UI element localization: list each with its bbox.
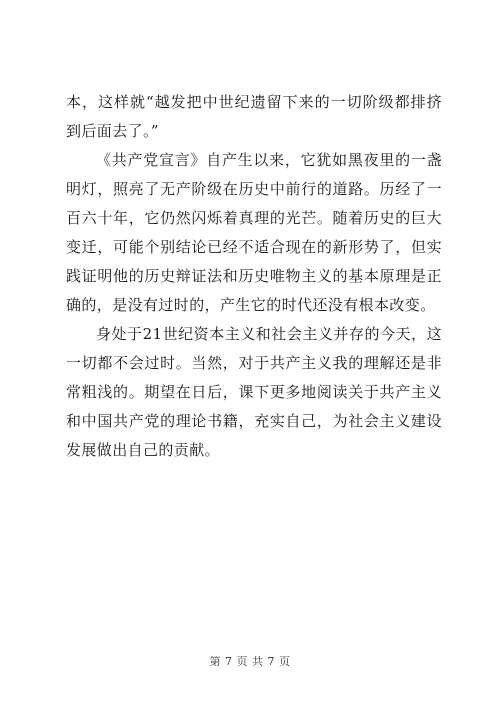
paragraph-continuation: 本，这样就“越发把中世纪遗留下来的一切阶级都排挤到后面去了。”: [66, 93, 442, 140]
paragraph-manifesto: 《共产党宣言》自产生以来，它犹如黑夜里的一盏明灯，照亮了无产阶级在历史中前行的道路。历经了一百六十年，它仍然闪烁着真理的光芒。随着历史的巨大变迁，可能个别结论已经不适合现在的新形势了，但实践证明他的历史辩证法和历史唯物主义的基本原理是正确的，是没有过时的，产生它的时代还没有根本改变。: [66, 151, 442, 314]
paragraph-conclusion: 身处于21世纪资本主义和社会主义并存的今天，这一切都不会过时。当然，对于共产主义我的理解还是非常粗浅的。期望在日后，课下更多地阅读关于共产主义和中国共产党的理论书籍，充实自己，为社会主义建设发展做出自己的贡献。: [66, 325, 442, 459]
page-number-footer: 第 7 页 共 7 页: [209, 655, 291, 668]
document-body: [66, 88, 442, 465]
